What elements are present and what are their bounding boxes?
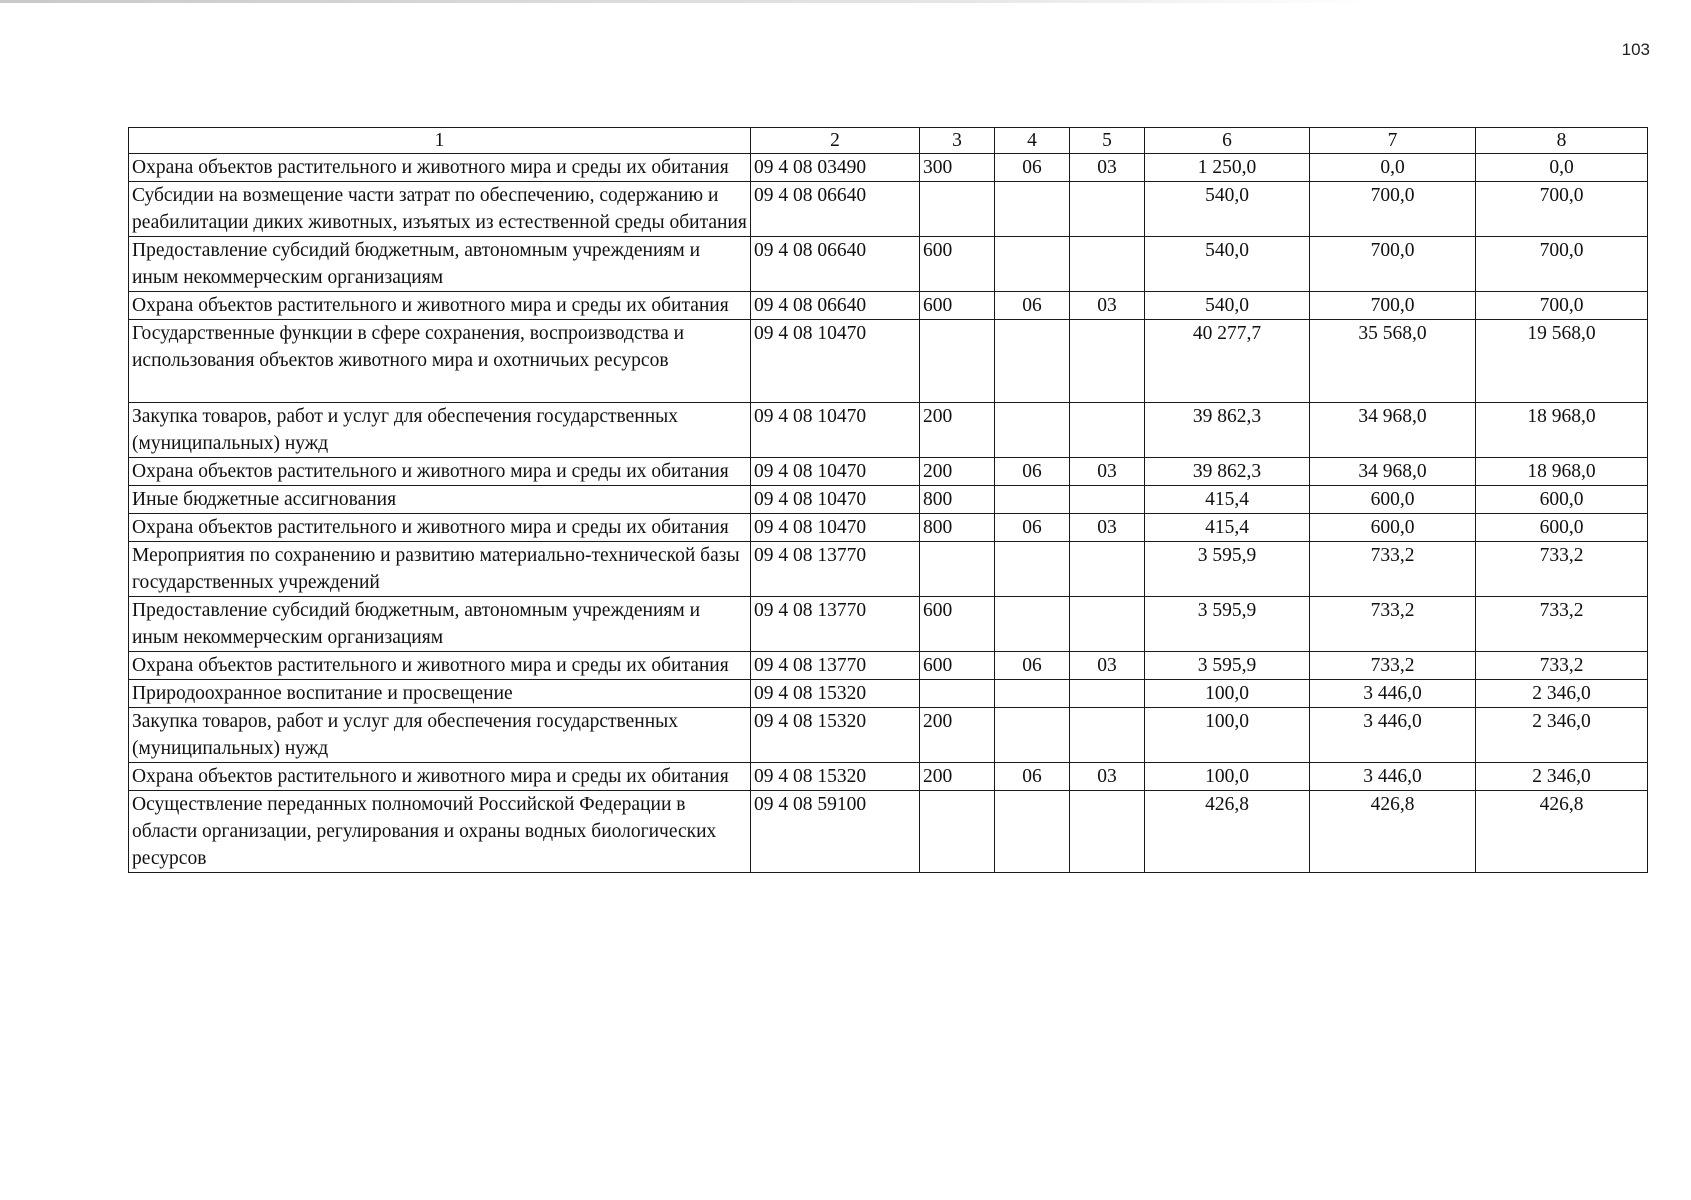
row-amount-3-cell: 700,0 <box>1476 182 1648 237</box>
table-row <box>129 403 1648 458</box>
header-cell: 2 <box>751 128 920 154</box>
table-row <box>129 763 1648 791</box>
row-amount-1-cell: 39 862,3 <box>1145 403 1310 458</box>
row-amount-2-cell: 700,0 <box>1310 237 1476 292</box>
row-subsection-cell <box>1070 597 1145 652</box>
row-subsection-cell <box>1070 237 1145 292</box>
row-section-cell <box>995 182 1070 237</box>
row-expense-type-cell: 800 <box>920 514 995 542</box>
row-section-cell: 06 <box>995 458 1070 486</box>
row-code-cell: 09 4 08 13770 <box>751 652 920 680</box>
header-cell: 4 <box>995 128 1070 154</box>
header-cell: 8 <box>1476 128 1648 154</box>
row-section-cell <box>995 708 1070 763</box>
row-expense-type-cell: 600 <box>920 652 995 680</box>
row-name-cell: Закупка товаров, работ и услуг для обеспечения государственных (муниципальных) нужд <box>129 708 751 763</box>
row-amount-1-cell: 415,4 <box>1145 514 1310 542</box>
table-row <box>129 486 1648 514</box>
row-code-cell: 09 4 08 06640 <box>751 182 920 237</box>
row-subsection-cell <box>1070 680 1145 708</box>
row-code-cell: 09 4 08 10470 <box>751 486 920 514</box>
row-name-cell: Охрана объектов растительного и животного мира и среды их обитания <box>129 458 751 486</box>
row-amount-3-cell: 2 346,0 <box>1476 680 1648 708</box>
row-subsection-cell: 03 <box>1070 514 1145 542</box>
row-amount-2-cell: 35 568,0 <box>1310 320 1476 403</box>
row-section-cell: 06 <box>995 292 1070 320</box>
row-amount-1-cell: 415,4 <box>1145 486 1310 514</box>
row-amount-3-cell: 0,0 <box>1476 154 1648 182</box>
row-name-cell: Охрана объектов растительного и животного мира и среды их обитания <box>129 154 751 182</box>
row-amount-3-cell: 600,0 <box>1476 486 1648 514</box>
row-name-cell: Закупка товаров, работ и услуг для обеспечения государственных (муниципальных) нужд <box>129 403 751 458</box>
row-section-cell <box>995 542 1070 597</box>
row-name-cell: Осуществление переданных полномочий Российской Федерации в области организации, регулирования и охраны водных биологических ресурсов <box>129 791 751 873</box>
row-subsection-cell <box>1070 708 1145 763</box>
table-row <box>129 237 1648 292</box>
row-name-cell: Природоохранное воспитание и просвещение <box>129 680 751 708</box>
row-expense-type-cell <box>920 680 995 708</box>
row-amount-3-cell: 18 968,0 <box>1476 403 1648 458</box>
row-amount-2-cell: 733,2 <box>1310 597 1476 652</box>
row-section-cell <box>995 597 1070 652</box>
row-code-cell: 09 4 08 03490 <box>751 154 920 182</box>
row-amount-2-cell: 0,0 <box>1310 154 1476 182</box>
row-expense-type-cell: 800 <box>920 486 995 514</box>
row-subsection-cell <box>1070 320 1145 403</box>
row-section-cell: 06 <box>995 763 1070 791</box>
row-code-cell: 09 4 08 15320 <box>751 708 920 763</box>
row-subsection-cell: 03 <box>1070 458 1145 486</box>
row-expense-type-cell: 200 <box>920 763 995 791</box>
row-expense-type-cell: 600 <box>920 597 995 652</box>
table-row <box>129 154 1648 182</box>
header-cell: 7 <box>1310 128 1476 154</box>
row-amount-2-cell: 34 968,0 <box>1310 403 1476 458</box>
row-amount-2-cell: 600,0 <box>1310 514 1476 542</box>
row-expense-type-cell <box>920 542 995 597</box>
row-expense-type-cell <box>920 320 995 403</box>
row-expense-type-cell <box>920 182 995 237</box>
row-amount-3-cell: 2 346,0 <box>1476 708 1648 763</box>
row-amount-2-cell: 733,2 <box>1310 542 1476 597</box>
row-section-cell: 06 <box>995 514 1070 542</box>
table-row <box>129 182 1648 237</box>
row-section-cell <box>995 320 1070 403</box>
row-amount-2-cell: 426,8 <box>1310 791 1476 873</box>
row-amount-2-cell: 600,0 <box>1310 486 1476 514</box>
row-section-cell: 06 <box>995 154 1070 182</box>
table-header-row <box>129 128 1648 154</box>
row-expense-type-cell: 200 <box>920 708 995 763</box>
table-body <box>129 128 1648 873</box>
row-section-cell <box>995 237 1070 292</box>
row-code-cell: 09 4 08 13770 <box>751 597 920 652</box>
row-code-cell: 09 4 08 15320 <box>751 763 920 791</box>
table-row <box>129 458 1648 486</box>
row-subsection-cell <box>1070 791 1145 873</box>
row-amount-3-cell: 733,2 <box>1476 597 1648 652</box>
row-amount-3-cell: 700,0 <box>1476 237 1648 292</box>
row-subsection-cell: 03 <box>1070 292 1145 320</box>
row-amount-1-cell: 40 277,7 <box>1145 320 1310 403</box>
row-expense-type-cell <box>920 791 995 873</box>
row-subsection-cell <box>1070 542 1145 597</box>
row-code-cell: 09 4 08 06640 <box>751 237 920 292</box>
row-section-cell <box>995 403 1070 458</box>
budget-table <box>128 127 1648 873</box>
row-code-cell: 09 4 08 59100 <box>751 791 920 873</box>
row-code-cell: 09 4 08 13770 <box>751 542 920 597</box>
row-amount-1-cell: 100,0 <box>1145 680 1310 708</box>
header-cell: 5 <box>1070 128 1145 154</box>
row-name-cell: Охрана объектов растительного и животного мира и среды их обитания <box>129 652 751 680</box>
row-code-cell: 09 4 08 10470 <box>751 320 920 403</box>
row-amount-1-cell: 3 595,9 <box>1145 652 1310 680</box>
row-subsection-cell: 03 <box>1070 652 1145 680</box>
row-name-cell: Охрана объектов растительного и животного мира и среды их обитания <box>129 763 751 791</box>
row-subsection-cell: 03 <box>1070 763 1145 791</box>
row-amount-1-cell: 1 250,0 <box>1145 154 1310 182</box>
row-code-cell: 09 4 08 10470 <box>751 458 920 486</box>
row-amount-2-cell: 3 446,0 <box>1310 763 1476 791</box>
row-name-cell: Охрана объектов растительного и животного мира и среды их обитания <box>129 514 751 542</box>
scan-edge <box>0 0 1380 3</box>
row-subsection-cell <box>1070 182 1145 237</box>
row-section-cell <box>995 680 1070 708</box>
row-amount-1-cell: 100,0 <box>1145 708 1310 763</box>
row-name-cell: Государственные функции в сфере сохранения, воспроизводства и использования объектов животного мира и охотничьих ресурсов <box>129 320 751 403</box>
row-code-cell: 09 4 08 10470 <box>751 403 920 458</box>
row-expense-type-cell: 300 <box>920 154 995 182</box>
row-section-cell: 06 <box>995 652 1070 680</box>
row-subsection-cell <box>1070 403 1145 458</box>
page-number: 103 <box>1621 40 1650 59</box>
row-amount-3-cell: 426,8 <box>1476 791 1648 873</box>
table-row <box>129 597 1648 652</box>
row-amount-1-cell: 39 862,3 <box>1145 458 1310 486</box>
row-amount-3-cell: 19 568,0 <box>1476 320 1648 403</box>
row-name-cell: Охрана объектов растительного и животного мира и среды их обитания <box>129 292 751 320</box>
row-amount-1-cell: 100,0 <box>1145 763 1310 791</box>
row-amount-1-cell: 540,0 <box>1145 182 1310 237</box>
row-amount-1-cell: 3 595,9 <box>1145 597 1310 652</box>
header-cell: 3 <box>920 128 995 154</box>
table-row <box>129 320 1648 403</box>
row-name-cell: Иные бюджетные ассигнования <box>129 486 751 514</box>
row-amount-2-cell: 700,0 <box>1310 182 1476 237</box>
row-expense-type-cell: 600 <box>920 292 995 320</box>
table-row <box>129 680 1648 708</box>
row-code-cell: 09 4 08 06640 <box>751 292 920 320</box>
row-name-cell: Предоставление субсидий бюджетным, автономным учреждениям и иным некоммерческим организациям <box>129 237 751 292</box>
row-expense-type-cell: 600 <box>920 237 995 292</box>
row-name-cell: Мероприятия по сохранению и развитию материально-технической базы государственных учреждений <box>129 542 751 597</box>
row-name-cell: Предоставление субсидий бюджетным, автономным учреждениям и иным некоммерческим организациям <box>129 597 751 652</box>
row-amount-2-cell: 3 446,0 <box>1310 680 1476 708</box>
row-amount-1-cell: 540,0 <box>1145 237 1310 292</box>
row-subsection-cell: 03 <box>1070 154 1145 182</box>
table-row <box>129 292 1648 320</box>
row-amount-3-cell: 700,0 <box>1476 292 1648 320</box>
row-amount-3-cell: 733,2 <box>1476 542 1648 597</box>
row-amount-2-cell: 3 446,0 <box>1310 708 1476 763</box>
row-section-cell <box>995 486 1070 514</box>
row-amount-2-cell: 733,2 <box>1310 652 1476 680</box>
table-row <box>129 514 1648 542</box>
row-expense-type-cell: 200 <box>920 403 995 458</box>
row-amount-2-cell: 34 968,0 <box>1310 458 1476 486</box>
table-row <box>129 791 1648 873</box>
table-row <box>129 542 1648 597</box>
row-amount-1-cell: 540,0 <box>1145 292 1310 320</box>
row-code-cell: 09 4 08 15320 <box>751 680 920 708</box>
row-amount-1-cell: 426,8 <box>1145 791 1310 873</box>
row-amount-3-cell: 733,2 <box>1476 652 1648 680</box>
row-amount-3-cell: 2 346,0 <box>1476 763 1648 791</box>
row-expense-type-cell: 200 <box>920 458 995 486</box>
table-row <box>129 652 1648 680</box>
header-cell: 1 <box>129 128 751 154</box>
row-amount-1-cell: 3 595,9 <box>1145 542 1310 597</box>
row-subsection-cell <box>1070 486 1145 514</box>
row-amount-3-cell: 18 968,0 <box>1476 458 1648 486</box>
row-amount-3-cell: 600,0 <box>1476 514 1648 542</box>
row-amount-2-cell: 700,0 <box>1310 292 1476 320</box>
table-row <box>129 708 1648 763</box>
row-name-cell: Субсидии на возмещение части затрат по обеспечению, содержанию и реабилитации диких животных, изъятых из естественной среды обитания <box>129 182 751 237</box>
header-cell: 6 <box>1145 128 1310 154</box>
row-section-cell <box>995 791 1070 873</box>
row-code-cell: 09 4 08 10470 <box>751 514 920 542</box>
